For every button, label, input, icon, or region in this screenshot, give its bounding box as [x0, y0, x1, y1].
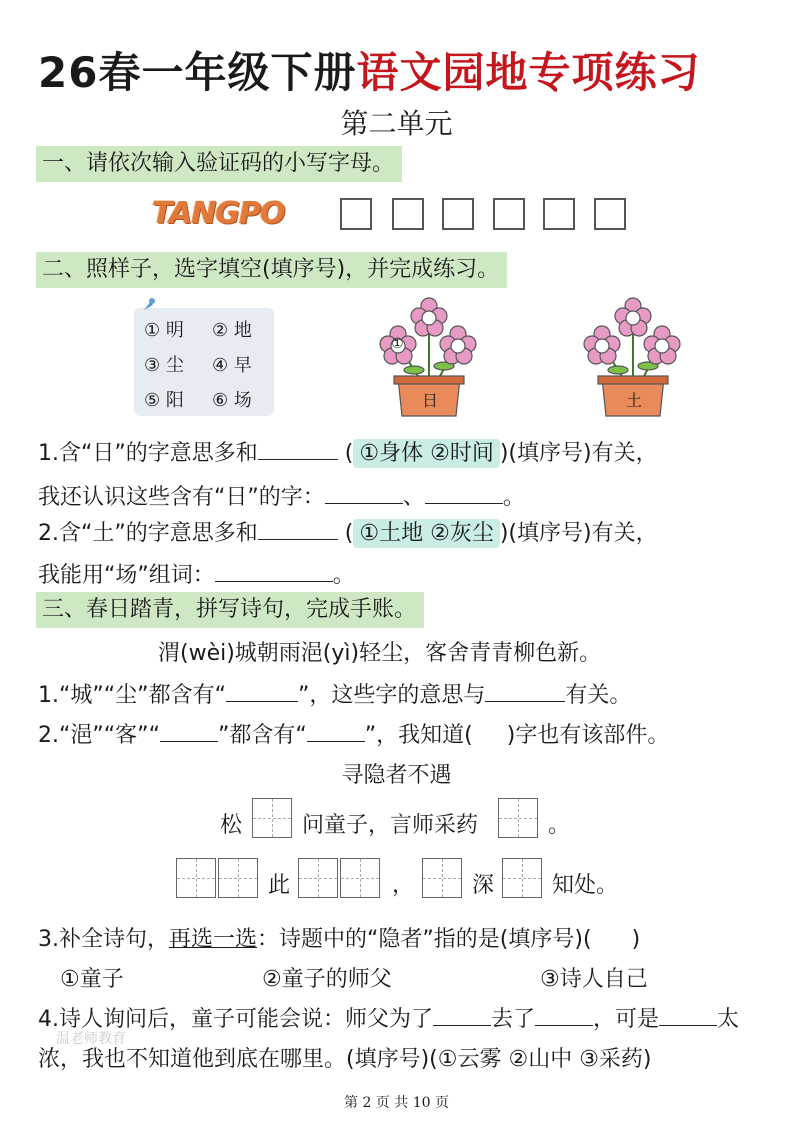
s3-q2: 2.“浥”“客”“ ”都含有“ ”，我知道( )字也有该部件。: [38, 723, 670, 748]
s3-q4-line1: 4.诗人询问后，童子可能会说：师父为了 去了 ，可是 太: [38, 1007, 740, 1032]
character-card: ① 明 ② 地 ③ 尘 ④ 早 ⑤ 阳 ⑥ 场: [134, 308, 274, 416]
poem-line1-b: 问童子，言师采药: [302, 813, 479, 838]
s3-q3-opt-2: ②童子的师父: [262, 967, 392, 992]
pin-icon: [140, 296, 156, 314]
s3-q4-line2: 浓，我也不知道他到底在哪里。(填序号)(①云雾 ②山中 ③采药): [38, 1047, 652, 1072]
captcha-box-5[interactable]: [543, 198, 575, 230]
poem-line1-a: 松: [220, 813, 243, 838]
s3-q4-blank-1[interactable]: [433, 1005, 491, 1026]
s2-q2-line2: 我能用“场”组词： 。: [38, 563, 355, 588]
s3-q1: 1.“城”“尘”都含有“ ”，这些字的意思与 有关。: [38, 683, 632, 708]
pot2-label: 土: [626, 391, 643, 410]
poem-box-2[interactable]: [498, 798, 538, 838]
page-title: [38, 40, 700, 100]
watermark: 温老师教育: [56, 1031, 126, 1047]
s3-q3: 3.补全诗句，再选一选：诗题中的“隐者”指的是(填序号)( ): [38, 927, 641, 952]
title-black: 26春一年级下册: [38, 48, 357, 97]
s2-q1-blank[interactable]: [258, 439, 338, 460]
poem-line2-d: 知处。: [552, 873, 619, 898]
section2-heading: 二、照样子，选字填空(填序号)，并完成练习。: [36, 252, 507, 288]
s2-q1-options: ①身体 ②时间: [353, 439, 499, 468]
poem-box-3[interactable]: [176, 858, 216, 898]
poem-box-6[interactable]: [340, 858, 380, 898]
poem-line1-c: 。: [548, 813, 571, 838]
s3-q2-blank-2[interactable]: [307, 721, 365, 742]
s2-q1-blank-3[interactable]: [425, 483, 503, 504]
s3-q2-blank-1[interactable]: [160, 721, 218, 742]
pot1-label: 日: [422, 391, 439, 410]
s3-q3-opt-1: ①童子: [60, 967, 124, 992]
section1-heading: 一、请依次输入验证码的小写字母。: [36, 146, 402, 182]
s2-q1-line1: 1.含“日”的字意思多和 ( ①身体 ②时间 )(填序号)有关，: [38, 441, 658, 466]
captcha-box-1[interactable]: [340, 198, 372, 230]
unit-title: 第二单元: [340, 107, 453, 140]
poem-box-4[interactable]: [218, 858, 258, 898]
poem-box-8[interactable]: [502, 858, 542, 898]
title-red: 语文园地专项练习: [356, 48, 701, 97]
s2-q1-line2: 我还认识这些含有“日”的字： 、 。: [38, 485, 525, 510]
s2-q1-blank-2[interactable]: [325, 483, 403, 504]
verse: 渭(wèi)城朝雨浥(yì)轻尘，客舍青青柳色新。: [158, 641, 602, 666]
captcha-box-4[interactable]: [493, 198, 525, 230]
poem-line2-c: 深: [472, 873, 495, 898]
poem-box-1[interactable]: [252, 798, 292, 838]
s3-q1-blank-2[interactable]: [485, 681, 565, 702]
s3-q4-blank-2[interactable]: [535, 1005, 593, 1026]
poem-box-5[interactable]: [298, 858, 338, 898]
s2-q2-line1: 2.含“土”的字意思多和 ( ①土地 ②灰尘 )(填序号)有关，: [38, 521, 658, 546]
poem-title: 寻隐者不遇: [341, 763, 452, 788]
poem-box-7[interactable]: [422, 858, 462, 898]
poem-line2-b: ，: [392, 873, 415, 898]
s2-q2-options: ①土地 ②灰尘: [353, 519, 499, 548]
page-footer: 第 2 页 共 10 页: [344, 1095, 449, 1111]
s3-q4-blank-3[interactable]: [659, 1005, 717, 1026]
captcha-image-text: TANGPO: [152, 196, 285, 231]
section3-heading: 三、春日踏青，拼写诗句，完成手账。: [36, 592, 424, 628]
s2-q2-blank[interactable]: [258, 519, 338, 540]
poem-line2-a: 此: [268, 873, 291, 898]
captcha-box-6[interactable]: [594, 198, 626, 230]
s3-q1-blank-1[interactable]: [226, 681, 298, 702]
captcha-box-2[interactable]: [392, 198, 424, 230]
captcha-box-3[interactable]: [442, 198, 474, 230]
s2-q2-blank-2[interactable]: [215, 561, 333, 582]
pot1-sample-number: ①: [391, 336, 404, 352]
s3-q3-opt-3: ③诗人自己: [540, 967, 648, 992]
